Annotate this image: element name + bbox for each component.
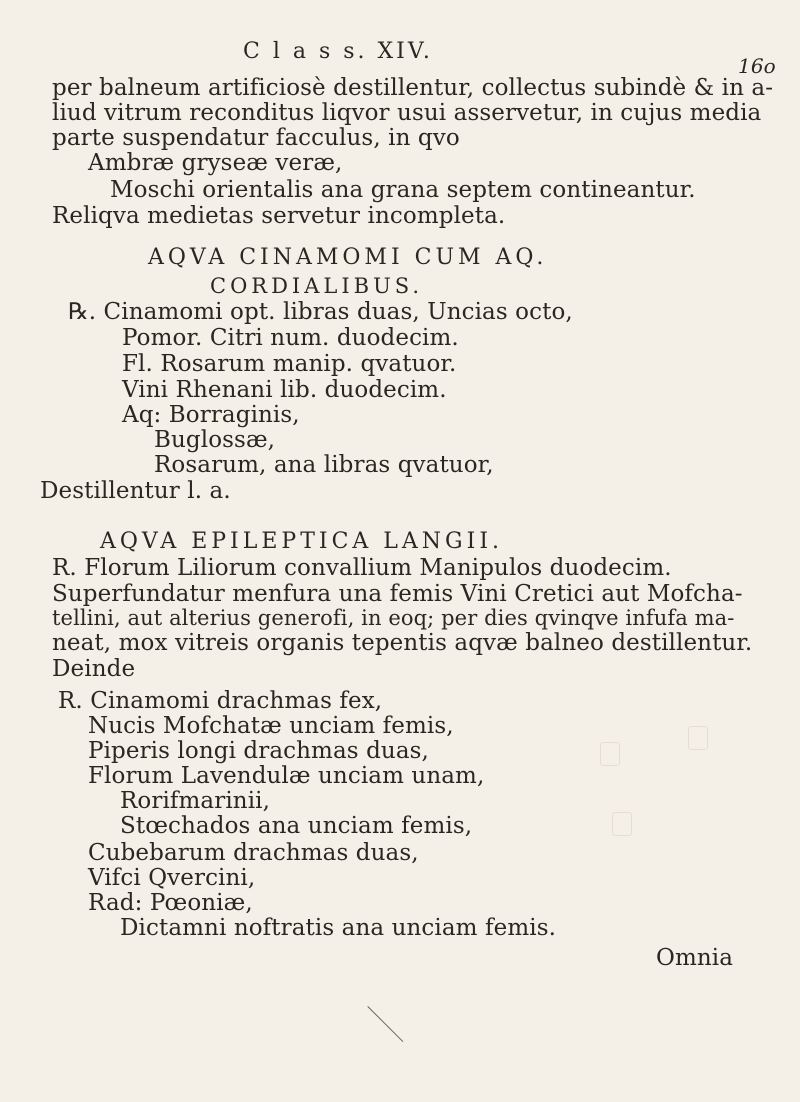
paper-mark (600, 742, 620, 766)
recipe-line: Rosarum, ana libras qvatuor, (154, 452, 494, 478)
text-line: parte suspendatur facculus, in qvo (52, 125, 460, 151)
section-title: AQVA CINAMOMI CUM AQ. (148, 245, 548, 270)
section-title: AQVA EPILEPTICA LANGII. (100, 529, 503, 554)
recipe-line: ℞. Cinamomi opt. libras duas, Uncias octo, (68, 299, 573, 325)
recipe-line: Fl. Rosarum manip. qvatuor. (122, 351, 457, 377)
recipe-line: Nucis Mofchatæ unciam femis, (88, 713, 454, 739)
text-line: per balneum artificiosè destillentur, collectus subindè & in a- (52, 75, 774, 101)
recipe-line: Destillentur l. a. (40, 478, 231, 504)
page-number: 16o (738, 54, 776, 78)
recipe-line: Dictamni noftratis ana unciam femis. (120, 915, 557, 941)
catchword: Omnia (656, 945, 734, 971)
recipe-line: Stœchados ana unciam femis, (120, 813, 473, 839)
recipe-line: Rorifmarinii, (120, 788, 271, 814)
text-line: Ambræ gryseæ veræ, (88, 150, 343, 176)
pen-stroke (367, 1006, 403, 1042)
recipe-line: Rad: Pœoniæ, (88, 890, 253, 916)
recipe-line: Vini Rhenani lib. duodecim. (122, 377, 447, 403)
recipe-line: Vifci Qvercini, (88, 865, 256, 891)
recipe-line: R. Cinamomi drachmas fex, (58, 688, 383, 714)
section-subtitle: CORDIALIBUS. (210, 274, 424, 298)
text-line: Deinde (52, 656, 136, 682)
text-line: liud vitrum reconditus liqvor usui asservetur, in cujus media (52, 100, 762, 126)
paper-mark (612, 812, 632, 836)
text-line: Superfundatur menfura una femis Vini Cretici aut Mofcha- (52, 581, 743, 607)
text-line: tellini, aut alterius generofi, in eoq; per dies qvinqve infufa ma- (52, 606, 735, 630)
recipe-line: Cubebarum drachmas duas, (88, 840, 419, 866)
recipe-line: Florum Lavendulæ unciam unam, (88, 763, 485, 789)
text-line: Reliqva medietas servetur incompleta. (52, 203, 506, 229)
running-head: C l a s s. XIV. (243, 39, 433, 64)
recipe-line: Aq: Borraginis, (122, 402, 300, 428)
paper-mark (688, 726, 708, 750)
recipe-line: Buglossæ, (154, 427, 276, 453)
text-line: neat, mox vitreis organis tepentis aqvæ balneo destillentur. (52, 630, 753, 656)
text-line: R. Florum Liliorum convallium Manipulos duodecim. (52, 555, 672, 581)
text-line: Moschi orientalis ana grana septem contineantur. (110, 177, 696, 203)
recipe-line: Pomor. Citri num. duodecim. (122, 325, 459, 351)
recipe-line: Piperis longi drachmas duas, (88, 738, 429, 764)
